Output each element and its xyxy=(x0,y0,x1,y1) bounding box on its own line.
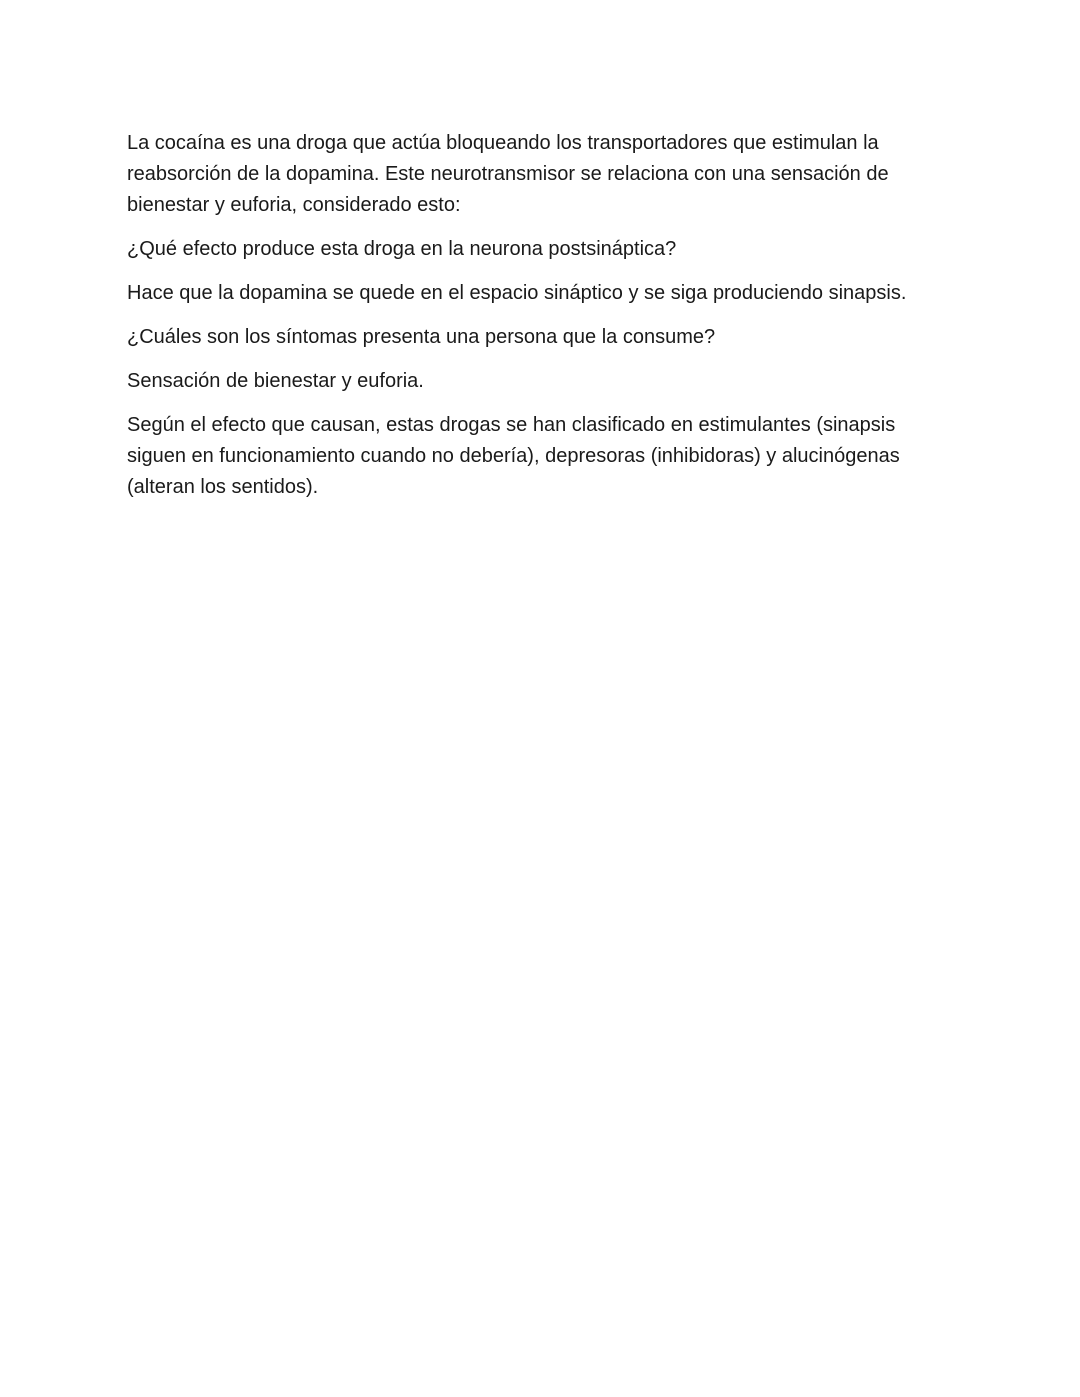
text-line: Hace que la dopamina se quede en el espacio sináptico y se siga produciendo sinapsis. xyxy=(127,282,907,304)
text-line: (alteran los sentidos). xyxy=(127,476,319,498)
paragraph-answer-1 xyxy=(127,278,963,309)
text-line: siguen en funcionamiento cuando no debería), depresoras (inhibidoras) y alucinógenas xyxy=(127,445,900,467)
paragraph-intro xyxy=(127,128,963,221)
text-line: ¿Qué efecto produce esta droga en la neurona postsináptica? xyxy=(127,238,677,260)
text-line: reabsorción de la dopamina. Este neurotransmisor se relaciona con una sensación de xyxy=(127,163,889,185)
text-line: bienestar y euforia, considerado esto: xyxy=(127,194,461,216)
text-line: Según el efecto que causan, estas drogas se han clasificado en estimulantes (sinapsis xyxy=(127,414,896,436)
text-line: Sensación de bienestar y euforia. xyxy=(127,370,424,392)
text-line: La cocaína es una droga que actúa bloqueando los transportadores que estimulan la xyxy=(127,132,879,154)
paragraph-answer-2 xyxy=(127,366,963,397)
paragraph-classification xyxy=(127,410,963,503)
document-body xyxy=(127,128,963,516)
paragraph-question-1 xyxy=(127,234,963,265)
paragraph-question-2 xyxy=(127,322,963,353)
text-line: ¿Cuáles son los síntomas presenta una persona que la consume? xyxy=(127,326,716,348)
